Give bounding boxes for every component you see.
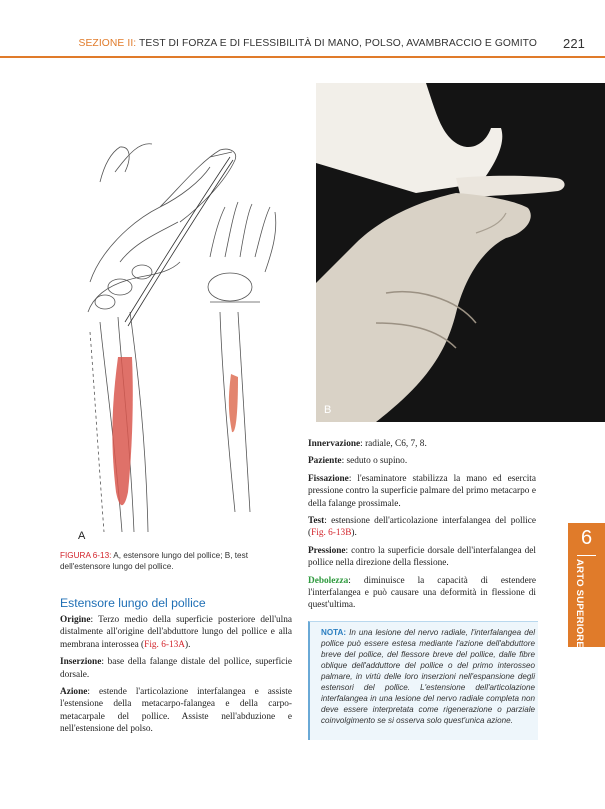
origine-paragraph: Origine: Terzo medio della superficie posteriore dell'ulna distalmente all'origine dell'abduttore lungo del pollice e alla membrana interossea (Fig. 6-13A).: [60, 615, 292, 650]
section-title: SEZIONE II: TEST DI FORZA E DI FLESSIBILITÀ DI MANO, POLSO, AVAMBRACCIO E GOMITO: [78, 38, 537, 49]
inserzione-paragraph: Inserzione: base della falange distale del pollice, superficie dorsale.: [60, 657, 292, 680]
right-column: [308, 438, 536, 617]
azione-paragraph: Azione: estende l'articolazione interfalangea e assiste l'estensione della metacarpo-falangea e della carpo-metacarpale del pollice. Assiste nell'abduzione e nell'estensione del polso.: [60, 687, 292, 735]
figure-caption: [60, 550, 292, 572]
fissazione-paragraph: Fissazione: l'esaminatore stabilizza la mano ed esercita pressione contro la superficie palmare del primo metacarpo e della falange prossimale.: [308, 473, 536, 509]
anatomy-illustration: [60, 112, 292, 542]
note-text: NOTA: In una lesione del nervo radiale, l'interfalangea del pollice può essere estesa mediante l'azione dell'abduttore breve del pollice, del flessore breve del pollice, dalle fibre oblique dell'adduttore del pollice o del primo interosseo palmare, in virtù delle loro inserzioni nell'espansione degli estensori del pollice. L'estensione dell'articolazione interfalangea in una lesione del nervo radiale completa non deve essere interpretata come rigenerazione o parziale coinvolgimento se si osserva solo quest'unica azione.: [321, 628, 535, 725]
chapter-label: ARTO SUPERIORE: [574, 559, 585, 648]
chapter-tab: [568, 523, 605, 647]
chapter-number: 6: [580, 527, 593, 549]
section-heading: Estensore lungo del pollice: [60, 596, 206, 610]
running-header: [0, 37, 605, 51]
test-paragraph: Test: estensione dell'articolazione interfalangea del pollice (Fig. 6-13B).: [308, 516, 536, 539]
figure-number: FIGURA 6-13:: [60, 551, 112, 560]
left-column: [60, 614, 292, 741]
header-rule: [0, 56, 605, 58]
note-box: [308, 621, 538, 740]
debolezza-paragraph: Debolezza: diminuisce la capacità di estendere l'interfalangea e può causare una deformità in flessione di quest'ultima.: [308, 575, 536, 611]
figure-label-b: B: [324, 404, 332, 416]
figure-ref-a[interactable]: Fig. 6-13A: [144, 639, 185, 650]
page-number: 221: [563, 36, 585, 51]
figure-ref-b[interactable]: Fig. 6-13B: [311, 528, 352, 539]
test-photo: [316, 83, 605, 422]
paziente-paragraph: Paziente: seduto o supino.: [308, 456, 408, 467]
caption-text: A, estensore lungo del pollice; B, test dell'estensore lungo del pollice.: [60, 551, 248, 571]
innervazione-paragraph: Innervazione: radiale, C6, 7, 8.: [308, 439, 427, 449]
chapter-tab-divider: [577, 555, 596, 556]
figure-label-a: A: [78, 530, 86, 542]
pressione-paragraph: Pressione: contro la superficie dorsale dell'interfalangea del pollice nella direzione della flessione.: [308, 545, 536, 569]
